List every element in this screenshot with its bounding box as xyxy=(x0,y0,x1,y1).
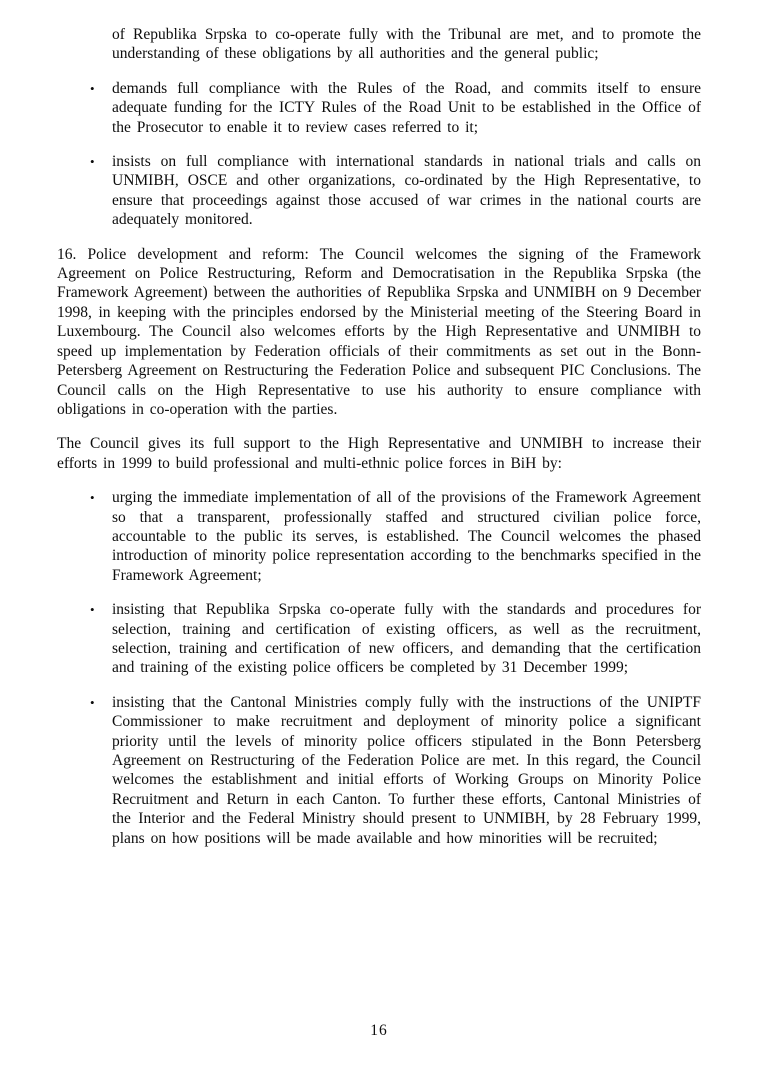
bullet-item-insists xyxy=(88,152,701,230)
bullet-icon: • xyxy=(90,602,95,618)
paragraph-16-police-development: 16. Police development and reform: The Council welcomes the signing of the Framework Agreement on Police Restructuring, Reform and Democratisation in the Republika Srpska (the Framework Agreement) between the authorities of Republika Srpska and UNMIBH on 9 December 1998, in keeping with the principles endorsed by the Ministerial meeting of the Steering Board in Luxembourg. The Council also welcomes efforts by the High Representative and UNMIBH to speed up implementation by Federation officials of their commitments as set out in the Bonn-Petersberg Agreement on Restructuring the Federation Police and subsequent PIC Conclusions. The Council calls on the High Representative to use his authority to ensure compliance with obligations in co-operation with the parties. xyxy=(57,245,701,418)
bullet-text-insists: insists on full compliance with international standards in national trials and calls on UNMIBH, OSCE and other organizations, co-ordinated by the High Representative, to ensure that proceedings against those accused of war crimes in the national courts are adequately monitored. xyxy=(112,153,701,229)
continuation-paragraph: of Republika Srpska to co-operate fully with the Tribunal are met, and to promote the understanding of these obligations by all authorities and the general public; xyxy=(112,26,701,63)
bullet-text-urging: urging the immediate implementation of all of the provisions of the Framework Agreement so that a transparent, professionally staffed and structured civilian police force, accountable to the public its serves, is established. The Council welcomes the phased introduction of minority police representation according to the benchmarks specified in the Framework Agreement; xyxy=(112,489,701,584)
bullet-item-demands xyxy=(88,79,701,137)
bullet-text-insisting-cantonal: insisting that the Cantonal Ministries comply fully with the instructions of the UNIPTF Commissioner to make recruitment and deployment of minority police a significant priority until the levels of minority police officers stipulated in the Bonn Petersberg Agreement on Restructuring of the Federation Police are met. In this regard, the Council welcomes the establishment and initial efforts of Working Groups on Minority Police Recruitment and Return in each Canton. To further these efforts, Cantonal Ministries of the Interior and the Federal Ministry should present to UNMIBH, by 28 February 1999, plans on how positions will be made available and how minorities will be recruited; xyxy=(112,693,701,847)
bullet-icon: • xyxy=(90,80,95,96)
paragraph-council-support: The Council gives its full support to the High Representative and UNMIBH to increase their efforts in 1999 to build professional and multi-ethnic police forces in BiH by: xyxy=(57,435,701,472)
bullet-icon: • xyxy=(90,694,95,710)
page-number: 16 xyxy=(370,1022,388,1039)
bullet-icon: • xyxy=(90,154,95,170)
bullet-text-insisting-rs: insisting that Republika Srpska co-operate fully with the standards and procedures for selection, training and certification of existing officers, as well as the recruitment, selection, training and certification of new officers, and demanding that the certification and training of the existing police officers be completed by 31 December 1999; xyxy=(112,601,701,677)
bullet-item-insisting-rs xyxy=(88,600,701,678)
bullet-icon: • xyxy=(90,490,95,506)
bullet-text-demands: demands full compliance with the Rules of the Road, and commits itself to ensure adequate funding for the ICTY Rules of the Road Unit to be established in the Office of the Prosecutor to enable it to review cases referred to it; xyxy=(112,79,701,136)
bullet-item-insisting-cantonal xyxy=(88,693,701,848)
bullet-item-urging xyxy=(88,488,701,585)
